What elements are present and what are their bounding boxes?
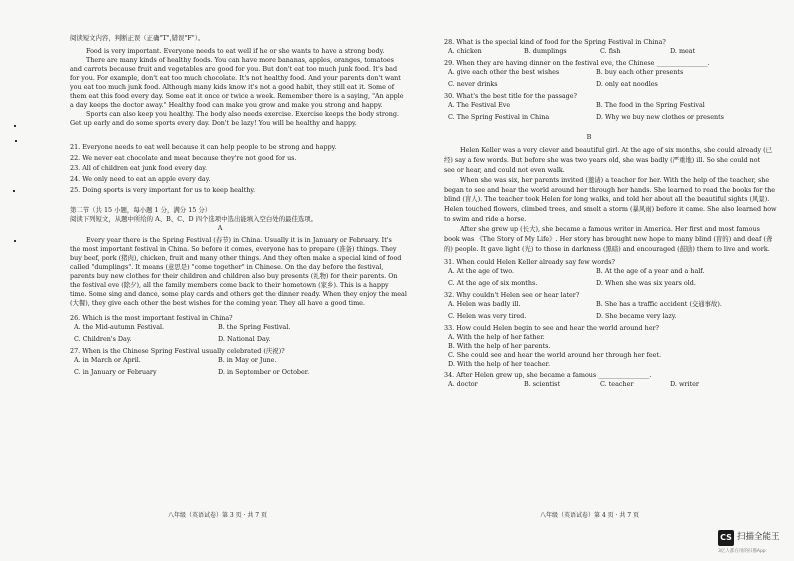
question-stem: 30. What's the best title for the passage? (444, 91, 577, 100)
option-row (444, 267, 734, 279)
option-d[interactable]: D. When she was six years old. (596, 278, 696, 287)
passage-line: book was 《The Story of My Life》. Her story has brought new hope to many blind (盲的) and deaf (聋 (444, 235, 773, 244)
camscanner-logo-icon: CS (718, 530, 734, 546)
option-b[interactable]: B. the Spring Festival. (218, 322, 291, 331)
statement-22: 22. We never eat chocolate and meat because they're not good for us. (70, 153, 297, 162)
option-a[interactable]: A. give each other the best wishes (448, 67, 560, 76)
option-b[interactable]: B. The food in the Spring Festival (596, 100, 705, 109)
passage-line: the festival eve (除夕), all the family members come back to their hometown (家乡). This is a happy (70, 280, 389, 289)
option-d[interactable]: D. National Day. (218, 334, 271, 343)
option-b[interactable]: B. scientist (524, 379, 561, 388)
passage-line: parents buy new clothes for their children and children also buy presents (礼物) for their parents. On (70, 271, 398, 280)
section-2-instruction: 阅读下列短文，从题中所给的 A、B、C、D 四个选项中选出能填入空白处的最佳选项。 (70, 215, 318, 224)
option-d[interactable]: D. in September or October. (218, 367, 310, 376)
option-c[interactable]: C. At the age of six months. (448, 278, 538, 287)
passage-line: for you. For example, don't eat too much chocolate. It's not healthy food. And your parents don't want (70, 73, 401, 82)
passage-line: blind (盲人). The teacher took Helen for long walks, and told her about all the beautiful sights (风景). (444, 195, 770, 204)
option-a[interactable]: A. At the age of two. (448, 266, 515, 275)
option-row (444, 312, 734, 324)
watermark-tagline: 3亿人都在用的扫描App (718, 549, 766, 554)
option-a[interactable]: A. With the help of her father. (448, 332, 545, 341)
option-row (444, 380, 734, 392)
option-b[interactable]: B. She has a traffic accident (交通事故). (596, 299, 722, 308)
option-row (70, 323, 370, 335)
question-29 (444, 59, 734, 92)
option-c[interactable]: C. The Spring Festival in China (448, 112, 550, 121)
reading-passage-food (70, 46, 404, 128)
passage-line: There are many kinds of healthy foods. You can have more bananas, apples, oranges, tomatoes (86, 55, 394, 64)
option-d[interactable]: D. Why we buy new clothes or presents (596, 112, 724, 121)
option-c[interactable]: C. teacher (600, 379, 634, 388)
question-31 (444, 258, 734, 291)
option-row (444, 80, 734, 92)
option-row (444, 47, 734, 59)
passage-line: 的) people. It gave light (光) to those in darkness (黑暗) and encouraged (鼓励) them to live and work. (444, 245, 770, 254)
option-b[interactable]: B. dumplings (524, 46, 567, 55)
option-c[interactable]: C. fish (600, 46, 621, 55)
scan-speck (14, 240, 16, 242)
statement-21: 21. Everyone needs to eat well because it can help people to be strong and happy. (70, 142, 337, 151)
passage-line: time. Some sing and dance, some play cards and others get the dinner ready. When they enjoy the meal (70, 289, 407, 298)
page-footer-left: 八年级（英语试卷）第 3 页 · 共 7 页 (168, 512, 267, 519)
statement-23: 23. All of children eat junk food every day. (70, 164, 208, 173)
passage-line: After she grew up (长大), she became a famous writer in America. Her first and most famous (460, 225, 760, 234)
passage-line: them eat this food every day. Some eat it once or twice a week. Remember there is a saying, "An apple (70, 91, 404, 100)
passage-b-label: B (586, 132, 592, 141)
reading-passage-helen-keller (444, 145, 777, 255)
reading-passage-spring-festival (70, 236, 407, 308)
question-stem: 29. When they are having dinner on the festival eve, the Chinese ________________. (444, 58, 710, 67)
passage-line: Every year there is the Spring Festival (春节) in China. Usually it is in January or February. It's (86, 236, 392, 245)
section-2-title: 第二节（共 15 小题，每小题 1 分，满分 15 分） (70, 206, 212, 215)
true-false-statements (70, 142, 370, 196)
question-stem: 32. Why couldn't Helen see or hear later? (444, 290, 580, 299)
question-stem: 28. What is the special kind of food for the Spring Festival in China? (444, 38, 666, 46)
passage-line: to swim and ride a horse. (444, 215, 527, 224)
scan-speck (13, 190, 15, 192)
scan-speck (15, 140, 17, 142)
passage-a-label: A (217, 224, 223, 233)
option-d[interactable]: D. writer (670, 379, 699, 388)
section-2-header (70, 206, 370, 233)
statement-24: 24. We only need to eat an apple every day. (70, 175, 211, 184)
option-c[interactable]: C. in January or February (74, 367, 157, 376)
reading-instruction: 阅读短文内容，判断正误（正确"T",错误"F"）。 (70, 34, 205, 42)
option-row (444, 101, 734, 113)
option-a[interactable]: A. chicken (448, 46, 482, 55)
passage-line: called "dumplings". It means (意思是) "come together" in Chinese. On the day before the festival, (70, 262, 384, 271)
question-stem: 34. After Helen grew up, she became a famous ________________. (444, 370, 652, 379)
question-32 (444, 291, 734, 324)
option-d[interactable]: D. only eat noodles (596, 79, 658, 88)
passage-line: Helen touched flowers, climbed trees, and smelt a storm (暴风雨) before it came. She also learned how (444, 205, 777, 214)
passage-line: When she was six, her parents invited (邀请) a teacher for her. With the help of the teacher, she (460, 175, 770, 184)
right-column (444, 38, 777, 392)
option-c[interactable]: C. never drinks (448, 79, 498, 88)
option-a[interactable]: A. Helen was badly ill. (448, 299, 521, 308)
question-26 (70, 314, 370, 347)
passage-line: you eat too much junk food. Although many kids know it's not a good habit, they still eat it. Some of (70, 82, 395, 91)
option-c[interactable]: C. Children's Day. (74, 334, 132, 343)
question-33 (444, 324, 734, 369)
left-column (70, 34, 407, 380)
passage-line: 经) say a few words. But before she was two years old, she was badly (严重地) ill. So she could not (444, 155, 761, 164)
passage-line: began to see and hear the world around her through her hands. She learned to read the books for the (444, 185, 776, 194)
option-row (70, 356, 370, 368)
option-row (444, 113, 734, 125)
passage-line: Get up early and do some sports every day. Don't be lazy! You will be healthy and happy. (70, 118, 357, 127)
watermark-brand: 扫描全能王 (737, 532, 780, 542)
option-b[interactable]: B. At the age of a year and a half. (596, 266, 705, 275)
question-34 (444, 371, 734, 392)
option-row (444, 300, 734, 312)
passage-line: a day keeps the doctor away." Healthy food can make you grow and make you strong and happy. (70, 100, 383, 109)
option-c[interactable]: C. Helen was very tired. (448, 311, 527, 320)
question-stem: 27. When is the Chinese Spring Festival usually celebrated (庆祝)? (70, 346, 285, 355)
question-stem: 31. When could Helen Keller already say few words? (444, 258, 615, 267)
option-a[interactable]: A. The Festival Eve (448, 100, 511, 109)
option-row (444, 68, 734, 80)
option-row (70, 368, 370, 380)
scan-speck (14, 125, 16, 127)
question-30 (444, 92, 734, 125)
option-d[interactable]: D. She became very lazy. (596, 311, 677, 320)
passage-line: the most important festival in China. So before it comes, everyone has to prepare (准备) things. They (70, 245, 397, 254)
passage-line: buy beef, pork (猪肉), chicken, fruit and many other things. And they often make a special kind of food (70, 253, 402, 262)
option-a[interactable]: A. doctor (448, 379, 478, 388)
statement-25: 25. Doing sports is very important for us to keep healthy. (70, 186, 256, 195)
passage-line: Food is very important. Everyone needs to eat well if he or she wants to have a strong body. (86, 46, 385, 55)
option-d[interactable]: D. meat (670, 46, 696, 55)
passage-line: Sports can also keep you healthy. The body also needs exercise. Exercise keeps the body strong. (86, 109, 399, 118)
option-a[interactable]: A. the Mid-autumn Festival. (74, 322, 165, 331)
question-27 (70, 347, 370, 380)
option-d[interactable]: D. With the help of her teacher. (448, 359, 550, 368)
option-c[interactable]: C. She could see and hear the world around her through her feet. (448, 350, 661, 359)
page-footer-right: 八年级（英语试卷）第 4 页 · 共 7 页 (540, 512, 639, 519)
passage-line: Helen Keller was a very clever and beautiful girl. At the age of six months, she could already (已 (460, 145, 772, 154)
question-stem: 33. How could Helen begin to see and hear the world around her? (444, 323, 659, 332)
passage-line: see or hear, and could not even walk. (444, 165, 565, 174)
option-row (70, 335, 370, 347)
question-28 (444, 38, 734, 59)
option-b[interactable]: B. With the help of her parents. (448, 341, 551, 350)
question-stem: 26. Which is the most important festival in China? (70, 313, 233, 322)
passage-line: (大餐), they give each other the best wishes for the coming year. They all have a good time. (70, 298, 365, 307)
option-b[interactable]: B. in May or June. (218, 355, 277, 364)
option-a[interactable]: A. in March or April. (74, 355, 141, 364)
option-b[interactable]: B. buy each other presents (596, 67, 684, 76)
option-row (444, 279, 734, 291)
passage-line: and carrots because fruit and vegetables are good for you. But don't eat too much junk food. It's bad (70, 64, 398, 73)
